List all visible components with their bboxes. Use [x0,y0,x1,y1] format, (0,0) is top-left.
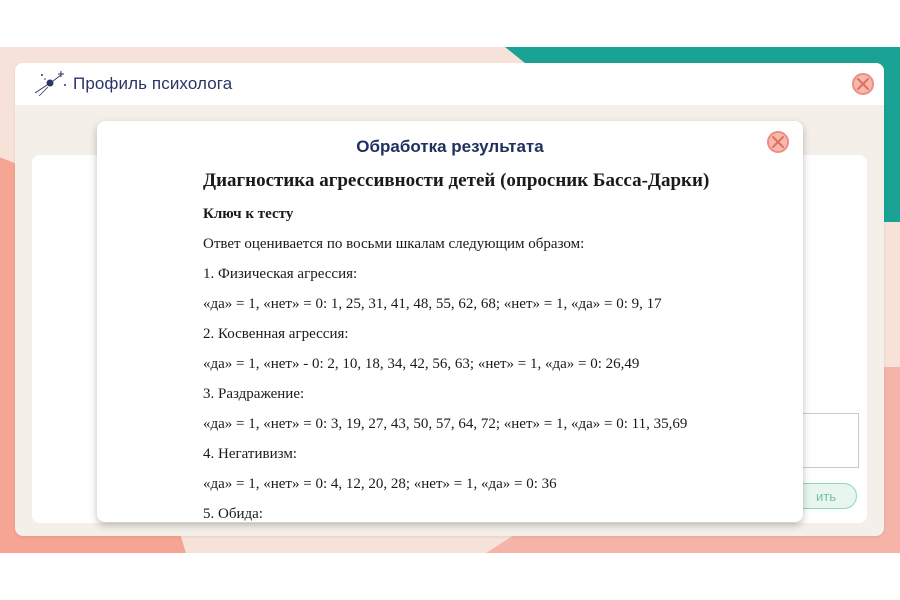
document-line: Ответ оценивается по восьми шкалам следующим образом: [203,236,585,252]
submit-button-label: ить [816,488,836,504]
document-line: «да» = 1, «нет» = 0: 4, 12, 20, 28; «нет» = 1, «да» = 0: 36 [203,476,557,492]
document-line: «да» = 1, «нет» = 0: 3, 19, 27, 43, 50, 57, 64, 72; «нет» = 1, «да» = 0: 11, 35,69 [203,416,688,432]
result-modal [97,121,803,522]
document-heading: Диагностика агрессивности детей (опросник Басса-Дарки) [203,170,710,191]
modal-body [203,166,793,522]
app-header [15,63,884,105]
document-line: 1. Физическая агрессия: [203,266,358,282]
app-title: Профиль психолога [73,74,233,93]
document-line: «да» = 1, «нет» - 0: 2, 10, 18, 34, 42, 56, 63; «нет» = 1, «да» = 0: 26,49 [203,356,640,372]
test-key-label: Ключ к тесту [203,206,294,222]
document-line: 5. Обида: [203,506,263,522]
comment-textarea[interactable] [801,413,859,468]
document-line: 3. Раздражение: [203,386,305,402]
close-icon [857,78,869,90]
document-line: «да» = 1, «нет» = 0: 1, 25, 31, 41, 48, 55, 62, 68; «нет» = 1, «да» = 0: 9, 17 [203,296,662,312]
app-close-button[interactable] [852,73,874,95]
star-constellation-logo-icon [31,69,69,99]
modal-close-button[interactable] [767,131,789,153]
modal-title: Обработка результата [356,137,544,156]
close-icon [772,136,784,148]
document-line: 2. Косвенная агрессия: [203,326,349,342]
document-line: 4. Негативизм: [203,446,297,462]
